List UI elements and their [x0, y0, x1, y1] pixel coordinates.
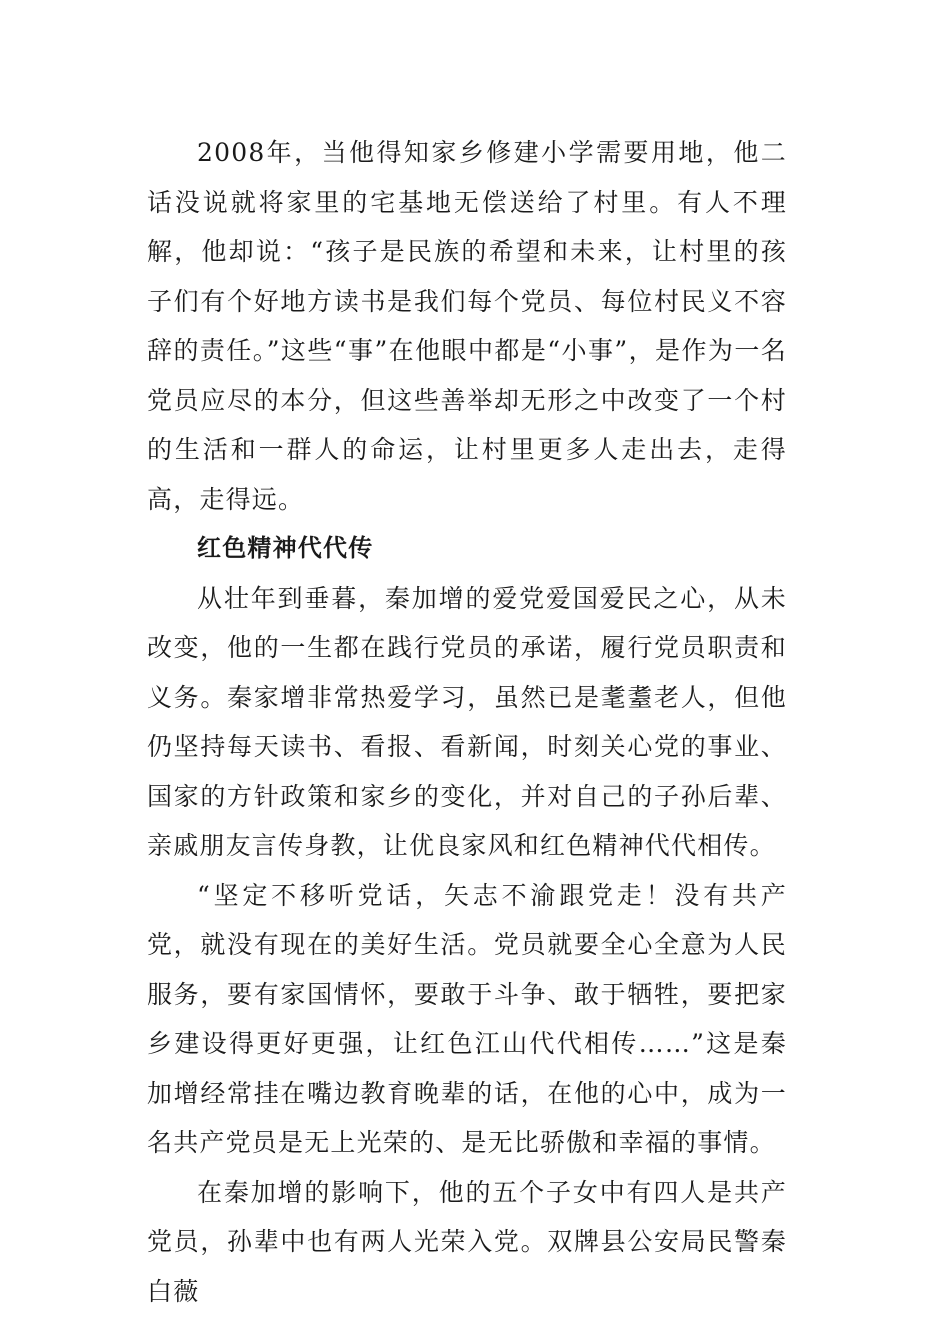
paragraph-lifelong-commitment: 从壮年到垂暮，秦加增的爱党爱国爱民之心，从未改变，他的一生都在践行党员的承诺，履行党员职责和义务。秦家增非常热爱学习，虽然已是耄耋老人，但他仍坚持每天读书、看报、看新闻，时刻关心党的事业、国家的方针政策和家乡的变化，并对自己的子孙后辈、亲戚朋友言传身教，让优良家风和红色精神代代相传。	[147, 583, 787, 860]
paragraph-family-members: 在秦加增的影响下，他的五个子女中有四人是共产党员，孙辈中也有两人光荣入党。双牌县公安局民警秦白薇	[147, 1177, 787, 1306]
paragraph-quote: “坚定不移听党话，矢志不渝跟党走！没有共产党，就没有现在的美好生活。党员就要全心全意为人民服务，要有家国情怀，要敢于斗争、敢于牺牲，要把家乡建设得更好更强，让红色江山代代相传……”这是秦加增经常挂在嘴边教育晚辈的话，在他的心中，成为一名共产党员是无上光荣的、是无比骄傲和幸福的事情。	[147, 880, 787, 1157]
document-body	[147, 128, 787, 1316]
paragraph-school-land: 2008年，当他得知家乡修建小学需要用地，他二话没说就将家里的宅基地无偿送给了村里。有人不理解，他却说：“孩子是民族的希望和未来，让村里的孩子们有个好地方读书是我们每个党员、每位村民义不容辞的责任。”这些“事”在他眼中都是“小事”，是作为一名党员应尽的本分，但这些善举却无形之中改变了一个村的生活和一群人的命运，让村里更多人走出去，走得高，走得远。	[147, 138, 787, 514]
section-heading: 红色精神代代传	[197, 534, 374, 562]
